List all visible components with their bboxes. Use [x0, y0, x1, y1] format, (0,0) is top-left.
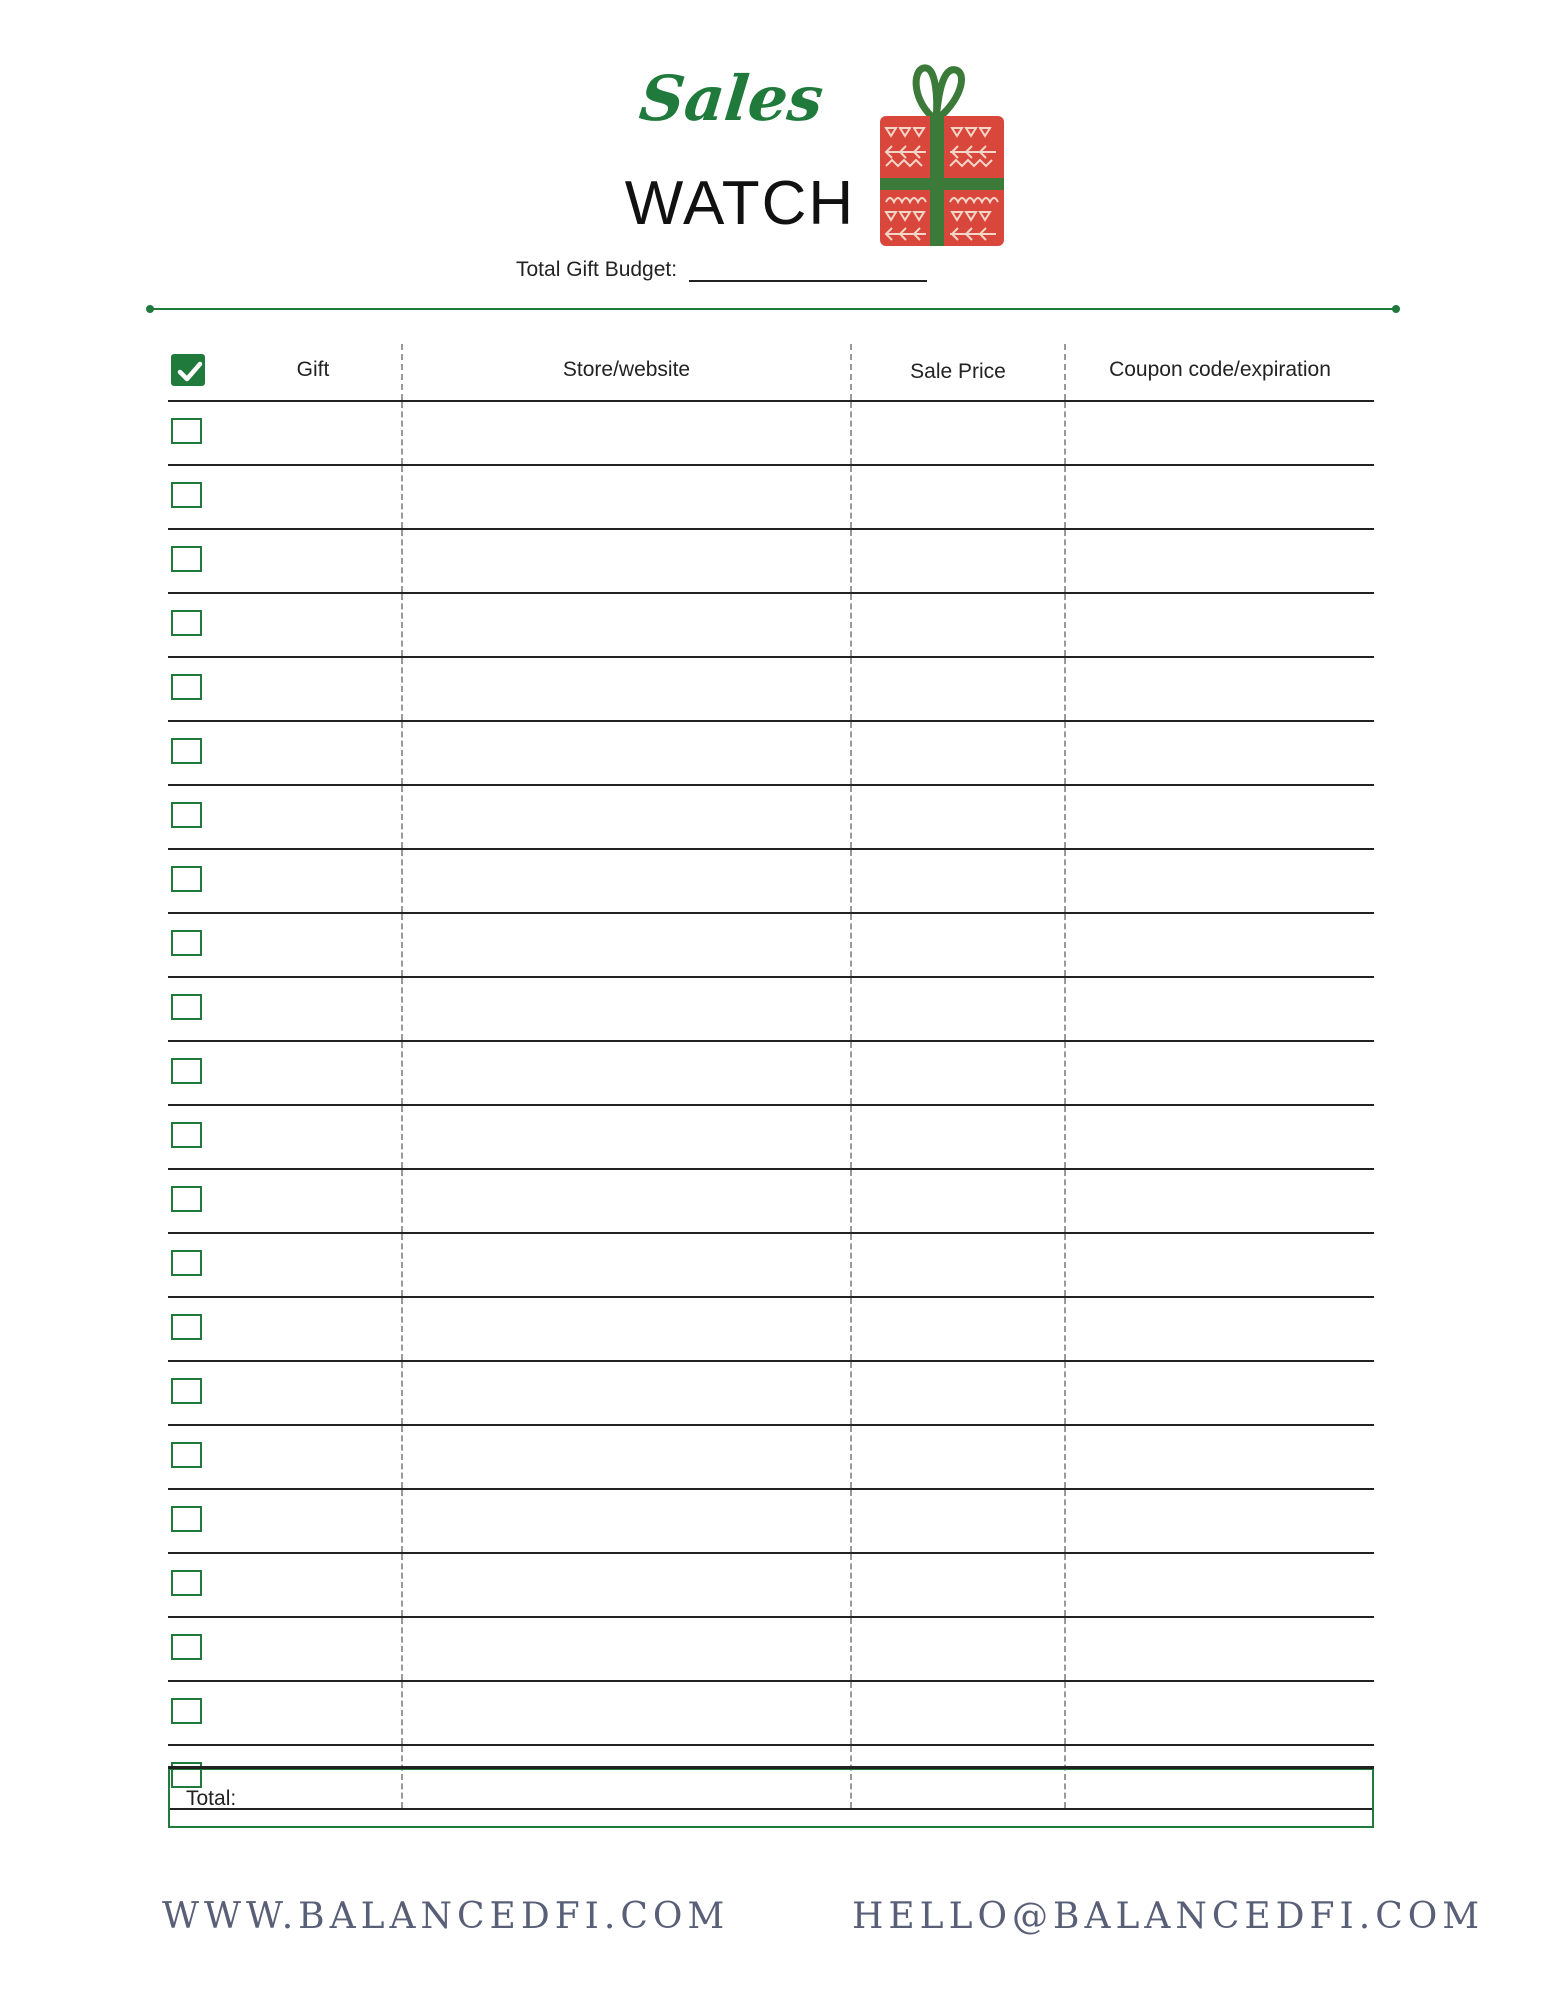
column-divider [1064, 1042, 1066, 1104]
row-checkbox[interactable] [171, 1250, 202, 1276]
column-divider [850, 850, 852, 912]
column-divider [1064, 914, 1066, 976]
table-row [168, 850, 1374, 914]
gift-cell[interactable] [208, 530, 401, 592]
row-checkbox[interactable] [171, 418, 202, 444]
row-checkbox[interactable] [171, 994, 202, 1020]
column-divider [401, 344, 403, 400]
table-row [168, 1554, 1374, 1618]
sale-price-cell[interactable] [852, 722, 1064, 784]
row-checkbox[interactable] [171, 1570, 202, 1596]
table-row [168, 1426, 1374, 1490]
coupon-cell[interactable] [1066, 1618, 1374, 1680]
coupon-cell[interactable] [1066, 978, 1374, 1040]
row-checkbox[interactable] [171, 1506, 202, 1532]
store-cell[interactable] [403, 1170, 850, 1232]
store-cell[interactable] [403, 1362, 850, 1424]
column-divider [401, 914, 403, 976]
sale-price-cell[interactable] [852, 402, 1064, 464]
row-checkbox[interactable] [171, 546, 202, 572]
row-checkbox[interactable] [171, 1634, 202, 1660]
column-divider [850, 978, 852, 1040]
table-row [168, 722, 1374, 786]
column-divider [850, 402, 852, 464]
column-divider [401, 1426, 403, 1488]
gift-cell[interactable] [208, 914, 401, 976]
coupon-cell[interactable] [1066, 722, 1374, 784]
store-cell[interactable] [403, 1618, 850, 1680]
store-cell[interactable] [403, 530, 850, 592]
column-divider [1064, 1682, 1066, 1744]
table-row [168, 1682, 1374, 1746]
gift-cell[interactable] [208, 594, 401, 656]
coupon-cell[interactable] [1066, 1362, 1374, 1424]
table-row [168, 914, 1374, 978]
column-header-coupon: Coupon code/expiration [1109, 358, 1331, 381]
store-cell[interactable] [403, 658, 850, 720]
gift-cell[interactable] [208, 786, 401, 848]
sale-price-cell[interactable] [852, 658, 1064, 720]
column-divider [401, 466, 403, 528]
store-cell[interactable] [403, 722, 850, 784]
coupon-cell[interactable] [1066, 1490, 1374, 1552]
row-checkbox[interactable] [171, 1442, 202, 1468]
column-divider [401, 1490, 403, 1552]
table-row [168, 1106, 1374, 1170]
column-divider [1064, 1106, 1066, 1168]
store-cell[interactable] [403, 1490, 850, 1552]
store-cell[interactable] [403, 1042, 850, 1104]
store-cell[interactable] [403, 978, 850, 1040]
column-divider [1064, 1618, 1066, 1680]
column-divider [850, 344, 852, 400]
gift-table [168, 344, 1374, 1810]
column-divider [1064, 850, 1066, 912]
coupon-cell[interactable] [1066, 1682, 1374, 1744]
column-divider [401, 658, 403, 720]
column-divider [850, 1234, 852, 1296]
store-cell[interactable] [403, 402, 850, 464]
coupon-cell[interactable] [1066, 1042, 1374, 1104]
store-cell[interactable] [403, 466, 850, 528]
sale-price-cell[interactable] [852, 1170, 1064, 1232]
column-divider [1064, 978, 1066, 1040]
row-checkbox[interactable] [171, 1122, 202, 1148]
gift-box-icon [872, 62, 1006, 252]
footer-email: HELLO@BALANCEDFI.COM [852, 1896, 1485, 1937]
table-row [168, 594, 1374, 658]
budget-field [516, 256, 927, 282]
row-checkbox[interactable] [171, 482, 202, 508]
row-checkbox[interactable] [171, 1378, 202, 1404]
store-cell[interactable] [403, 1234, 850, 1296]
gift-cell[interactable] [208, 1682, 401, 1744]
gift-cell[interactable] [208, 1298, 401, 1360]
sale-price-cell[interactable] [852, 1554, 1064, 1616]
column-divider [1064, 344, 1066, 400]
column-divider [1064, 466, 1066, 528]
gift-cell[interactable] [208, 402, 401, 464]
coupon-cell[interactable] [1066, 1234, 1374, 1296]
sale-price-cell[interactable] [852, 1682, 1064, 1744]
column-divider [850, 1490, 852, 1552]
coupon-cell[interactable] [1066, 914, 1374, 976]
store-cell[interactable] [403, 786, 850, 848]
sale-price-cell[interactable] [852, 978, 1064, 1040]
column-divider [401, 1170, 403, 1232]
sale-price-cell[interactable] [852, 1426, 1064, 1488]
table-row [168, 1490, 1374, 1554]
sale-price-cell[interactable] [852, 1234, 1064, 1296]
header-checkbox[interactable] [171, 354, 205, 386]
store-cell[interactable] [403, 1554, 850, 1616]
column-divider [850, 594, 852, 656]
table-row [168, 530, 1374, 594]
column-divider [401, 1234, 403, 1296]
sale-price-cell[interactable] [852, 1106, 1064, 1168]
row-checkbox[interactable] [171, 1186, 202, 1212]
column-divider [1064, 594, 1066, 656]
budget-input-line[interactable] [689, 256, 927, 282]
column-divider [401, 786, 403, 848]
column-divider [401, 1554, 403, 1616]
table-row [168, 402, 1374, 466]
column-divider [401, 402, 403, 464]
table-row [168, 1618, 1374, 1682]
column-divider [1064, 1298, 1066, 1360]
store-cell[interactable] [403, 1426, 850, 1488]
gift-cell[interactable] [208, 978, 401, 1040]
column-divider [401, 722, 403, 784]
column-divider [1064, 1554, 1066, 1616]
column-divider [401, 530, 403, 592]
sale-price-cell[interactable] [852, 1618, 1064, 1680]
column-divider [1064, 530, 1066, 592]
row-checkbox[interactable] [171, 802, 202, 828]
coupon-cell[interactable] [1066, 1426, 1374, 1488]
store-cell[interactable] [403, 914, 850, 976]
column-header-gift: Gift [296, 358, 330, 381]
column-divider [401, 1618, 403, 1680]
budget-label: Total Gift Budget: [516, 258, 678, 281]
total-row [168, 1768, 1374, 1828]
column-divider [850, 1426, 852, 1488]
coupon-cell[interactable] [1066, 850, 1374, 912]
column-divider [1064, 1490, 1066, 1552]
store-cell[interactable] [403, 1106, 850, 1168]
gift-cell[interactable] [208, 466, 401, 528]
column-divider [850, 1042, 852, 1104]
column-header-sale-price: Sale Price [910, 360, 1006, 383]
sale-price-cell[interactable] [852, 1298, 1064, 1360]
table-row [168, 658, 1374, 722]
column-divider [850, 1618, 852, 1680]
column-divider [850, 1682, 852, 1744]
sale-price-cell[interactable] [852, 594, 1064, 656]
column-divider [850, 1554, 852, 1616]
store-cell[interactable] [403, 850, 850, 912]
gift-cell[interactable] [208, 1554, 401, 1616]
column-divider [401, 1042, 403, 1104]
sale-price-cell[interactable] [852, 850, 1064, 912]
column-divider [1064, 1234, 1066, 1296]
sale-price-cell[interactable] [852, 786, 1064, 848]
column-divider [850, 658, 852, 720]
column-divider [401, 850, 403, 912]
column-divider [401, 978, 403, 1040]
column-divider [1064, 658, 1066, 720]
sale-price-cell[interactable] [852, 1362, 1064, 1424]
row-checkbox[interactable] [171, 866, 202, 892]
coupon-cell[interactable] [1066, 594, 1374, 656]
total-label: Total: [186, 1787, 237, 1810]
table-row [168, 1170, 1374, 1234]
column-divider [401, 1362, 403, 1424]
coupon-cell[interactable] [1066, 466, 1374, 528]
header-divider [150, 308, 1396, 310]
column-divider [850, 1362, 852, 1424]
coupon-cell[interactable] [1066, 1554, 1374, 1616]
column-divider [1064, 1170, 1066, 1232]
gift-cell[interactable] [208, 1426, 401, 1488]
row-checkbox[interactable] [171, 930, 202, 956]
column-divider [850, 722, 852, 784]
gift-cell[interactable] [208, 722, 401, 784]
store-cell[interactable] [403, 1682, 850, 1744]
checkmark-icon [176, 359, 204, 385]
sale-price-cell[interactable] [852, 914, 1064, 976]
row-checkbox[interactable] [171, 1698, 202, 1724]
sale-price-cell[interactable] [852, 530, 1064, 592]
store-cell[interactable] [403, 1298, 850, 1360]
column-divider [401, 1106, 403, 1168]
coupon-cell[interactable] [1066, 658, 1374, 720]
column-divider [850, 914, 852, 976]
sale-price-cell[interactable] [852, 1490, 1064, 1552]
gift-cell[interactable] [208, 1618, 401, 1680]
coupon-cell[interactable] [1066, 1106, 1374, 1168]
gift-cell[interactable] [208, 1362, 401, 1424]
column-divider [401, 1682, 403, 1744]
column-header-store: Store/website [562, 358, 691, 381]
column-divider [850, 1298, 852, 1360]
table-row [168, 786, 1374, 850]
coupon-cell[interactable] [1066, 530, 1374, 592]
column-divider [401, 1298, 403, 1360]
page-title-script: Sales [636, 62, 827, 135]
store-cell[interactable] [403, 594, 850, 656]
column-divider [1064, 1426, 1066, 1488]
gift-cell[interactable] [208, 1106, 401, 1168]
row-checkbox[interactable] [171, 1058, 202, 1084]
column-divider [850, 530, 852, 592]
coupon-cell[interactable] [1066, 786, 1374, 848]
gift-cell[interactable] [208, 658, 401, 720]
table-row [168, 1298, 1374, 1362]
sale-price-cell[interactable] [852, 1042, 1064, 1104]
coupon-cell[interactable] [1066, 1170, 1374, 1232]
column-divider [850, 1106, 852, 1168]
column-divider [1064, 722, 1066, 784]
page-title: WATCH [624, 169, 856, 238]
sale-price-cell[interactable] [852, 466, 1064, 528]
table-row [168, 978, 1374, 1042]
coupon-cell[interactable] [1066, 1298, 1374, 1360]
table-row [168, 1234, 1374, 1298]
row-checkbox[interactable] [171, 674, 202, 700]
column-divider [850, 1170, 852, 1232]
gift-cell[interactable] [208, 1234, 401, 1296]
table-row [168, 1362, 1374, 1426]
row-checkbox[interactable] [171, 1314, 202, 1340]
column-divider [1064, 786, 1066, 848]
gift-cell[interactable] [208, 850, 401, 912]
footer-website: WWW.BALANCEDFI.COM [162, 1896, 730, 1937]
column-divider [1064, 1362, 1066, 1424]
gift-cell[interactable] [208, 1042, 401, 1104]
column-divider [850, 786, 852, 848]
column-divider [401, 594, 403, 656]
table-row [168, 1042, 1374, 1106]
row-checkbox[interactable] [171, 610, 202, 636]
table-row [168, 466, 1374, 530]
column-divider [850, 466, 852, 528]
table-header-row [168, 344, 1374, 402]
coupon-cell[interactable] [1066, 402, 1374, 464]
column-divider [1064, 402, 1066, 464]
gift-cell[interactable] [208, 1170, 401, 1232]
row-checkbox[interactable] [171, 738, 202, 764]
gift-cell[interactable] [208, 1490, 401, 1552]
